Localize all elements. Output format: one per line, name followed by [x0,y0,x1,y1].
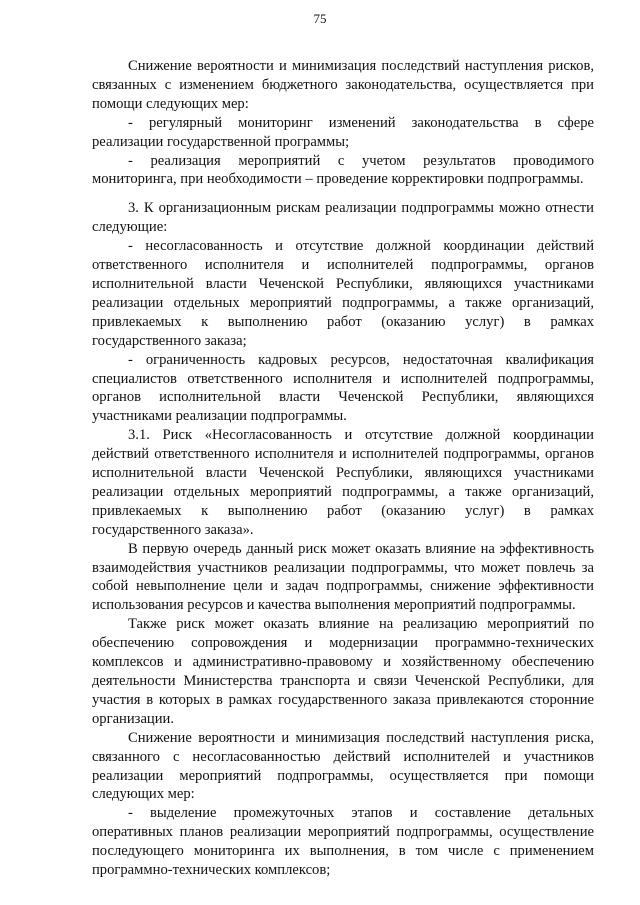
document-body [92,57,594,880]
page-number: 75 [313,11,327,26]
paragraph-risk-3-1: 3.1. Риск «Несогласованность и отсутствие должной координации действий ответственного исполнителя и исполнителей подпрограммы, органов исполнительной власти Чеченской Республики, являющихся участниками реализации отдельных мероприятий подпрограммы, а также организаций, привлекаемых к выполнению работ (оказанию услуг) в рамках государственного заказа». [92,427,594,538]
bullet-legislation-monitoring: - регулярный мониторинг изменений законодательства в сфере реализации государственной программы; [92,114,594,150]
bullet-monitoring-implementation: - реализация мероприятий с учетом результатов проводимого мониторинга, при необходимости – проведение корректировки подпрограммы. [92,152,594,188]
paragraph-spacer [92,189,594,199]
bullet-staff-risk: - ограниченность кадровых ресурсов, недостаточная квалификация специалистов ответственного исполнителя и исполнителей подпрограммы, органов исполнительной власти Чеченской Республики, являющихся участниками реализации подпрограммы. [92,351,594,425]
paragraph-risk-impact-additional: Также риск может оказать влияние на реализацию мероприятий по обеспечению сопровождения и модернизации программно-технических комплексов и административно-правовому и хозяйственному обеспечению деятельности Министерства транспорта и связи Чеченской Республики, для участия в которых в рамках государственного заказа привлекаются сторонние организации. [92,616,594,727]
bullet-operational-plans: - выделение промежуточных этапов и составление детальных оперативных планов реализации мероприятий подпрограммы, осуществление последующего мониторинга их выполнения, в том числе с применением программно-технических комплексов; [92,805,594,879]
paragraph-organizational-risks: 3. К организационным рискам реализации подпрограммы можно отнести следующие: [92,200,594,236]
bullet-coordination-risk: - несогласованность и отсутствие должной координации действий ответственного исполнителя и исполнителей подпрограммы, органов исполнительной власти Чеченской Республики, являющихся участниками реализации отдельных мероприятий подпрограммы, а также организаций, привлекаемых к выполнению работ (оказанию услуг) в рамках государственного заказа; [92,238,594,349]
paragraph-coordination-mitigation: Снижение вероятности и минимизация последствий наступления риска, связанного с несогласованностью действий исполнителей и участников реализации мероприятий подпрограммы, осуществляется при помощи следующих мер: [92,729,594,803]
paragraph-risk-impact: В первую очередь данный риск может оказать влияние на эффективность взаимодействия участников реализации подпрограммы, что может повлечь за собой невыполнение цели и задач подпрограммы, снижение эффективности использования ресурсов и качества выполнения мероприятий подпрограммы. [92,540,594,614]
paragraph-risk-mitigation-intro: Снижение вероятности и минимизация последствий наступления рисков, связанных с изменением бюджетного законодательства, осуществляется при помощи следующих мер: [92,58,594,112]
